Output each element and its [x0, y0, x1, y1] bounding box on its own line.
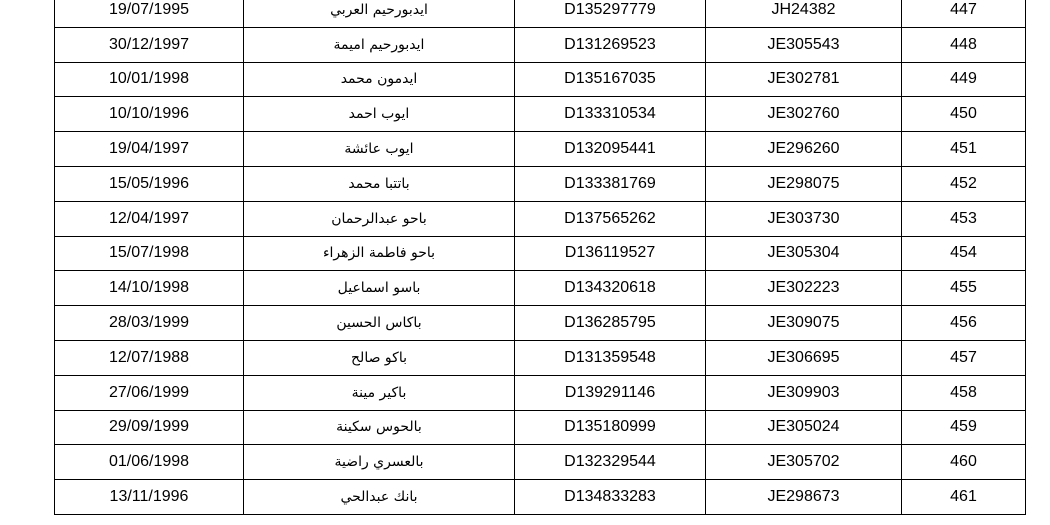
national-id-cell: D134833283 [515, 480, 706, 515]
national-id-cell: D133381769 [515, 166, 706, 201]
row-number-cell: 452 [902, 166, 1026, 201]
table-body [55, 0, 1026, 514]
birth-date-cell: 27/06/1999 [55, 375, 244, 410]
row-number-cell: 460 [902, 445, 1026, 480]
row-number-cell: 458 [902, 375, 1026, 410]
table-row [55, 97, 1026, 132]
students-table [54, 0, 1026, 515]
student-code-cell: JE303730 [706, 201, 902, 236]
birth-date-cell: 19/04/1997 [55, 132, 244, 167]
full-name-cell: باكاس الحسين [244, 306, 515, 341]
birth-date-cell: 01/06/1998 [55, 445, 244, 480]
row-number-cell: 459 [902, 410, 1026, 445]
table-row [55, 375, 1026, 410]
birth-date-cell: 10/01/1998 [55, 62, 244, 97]
row-number-cell: 455 [902, 271, 1026, 306]
national-id-cell: D133310534 [515, 97, 706, 132]
full-name-cell: باحو فاطمة الزهراء [244, 236, 515, 271]
student-code-cell: JE298075 [706, 166, 902, 201]
birth-date-cell: 13/11/1996 [55, 480, 244, 515]
row-number-cell: 456 [902, 306, 1026, 341]
full-name-cell: ايوب احمد [244, 97, 515, 132]
national-id-cell: D135180999 [515, 410, 706, 445]
row-number-cell: 453 [902, 201, 1026, 236]
table-row [55, 132, 1026, 167]
table-row [55, 410, 1026, 445]
student-code-cell: JE296260 [706, 132, 902, 167]
row-number-cell: 450 [902, 97, 1026, 132]
full-name-cell: باكير مينة [244, 375, 515, 410]
table-row [55, 27, 1026, 62]
national-id-cell: D131359548 [515, 340, 706, 375]
student-code-cell: JE309075 [706, 306, 902, 341]
national-id-cell: D135297779 [515, 0, 706, 27]
national-id-cell: D134320618 [515, 271, 706, 306]
table-row [55, 201, 1026, 236]
table-row [55, 236, 1026, 271]
full-name-cell: ايدمون محمد [244, 62, 515, 97]
national-id-cell: D136285795 [515, 306, 706, 341]
students-table-container [54, 0, 1020, 515]
birth-date-cell: 15/07/1998 [55, 236, 244, 271]
table-row [55, 62, 1026, 97]
table-row [55, 340, 1026, 375]
table-row [55, 271, 1026, 306]
student-code-cell: JE305304 [706, 236, 902, 271]
national-id-cell: D135167035 [515, 62, 706, 97]
full-name-cell: ايدبورحيم اميمة [244, 27, 515, 62]
birth-date-cell: 30/12/1997 [55, 27, 244, 62]
full-name-cell: بالعسري راضية [244, 445, 515, 480]
full-name-cell: بانك عبدالحي [244, 480, 515, 515]
student-code-cell: JE305024 [706, 410, 902, 445]
birth-date-cell: 14/10/1998 [55, 271, 244, 306]
full-name-cell: باتتبا محمد [244, 166, 515, 201]
student-code-cell: JH24382 [706, 0, 902, 27]
student-code-cell: JE305543 [706, 27, 902, 62]
student-code-cell: JE309903 [706, 375, 902, 410]
national-id-cell: D139291146 [515, 375, 706, 410]
table-row [55, 480, 1026, 515]
student-code-cell: JE302781 [706, 62, 902, 97]
birth-date-cell: 29/09/1999 [55, 410, 244, 445]
table-row [55, 0, 1026, 27]
national-id-cell: D136119527 [515, 236, 706, 271]
birth-date-cell: 28/03/1999 [55, 306, 244, 341]
table-row [55, 445, 1026, 480]
table-row [55, 166, 1026, 201]
row-number-cell: 457 [902, 340, 1026, 375]
row-number-cell: 447 [902, 0, 1026, 27]
birth-date-cell: 12/04/1997 [55, 201, 244, 236]
full-name-cell: باحو عبدالرحمان [244, 201, 515, 236]
student-code-cell: JE298673 [706, 480, 902, 515]
student-code-cell: JE302760 [706, 97, 902, 132]
birth-date-cell: 19/07/1995 [55, 0, 244, 27]
birth-date-cell: 12/07/1988 [55, 340, 244, 375]
row-number-cell: 448 [902, 27, 1026, 62]
birth-date-cell: 15/05/1996 [55, 166, 244, 201]
national-id-cell: D131269523 [515, 27, 706, 62]
row-number-cell: 449 [902, 62, 1026, 97]
student-code-cell: JE305702 [706, 445, 902, 480]
national-id-cell: D132095441 [515, 132, 706, 167]
full-name-cell: باكو صالح [244, 340, 515, 375]
birth-date-cell: 10/10/1996 [55, 97, 244, 132]
row-number-cell: 454 [902, 236, 1026, 271]
full-name-cell: بالحوس سكينة [244, 410, 515, 445]
row-number-cell: 451 [902, 132, 1026, 167]
full-name-cell: باسو اسماعيل [244, 271, 515, 306]
national-id-cell: D137565262 [515, 201, 706, 236]
student-code-cell: JE302223 [706, 271, 902, 306]
row-number-cell: 461 [902, 480, 1026, 515]
national-id-cell: D132329544 [515, 445, 706, 480]
full-name-cell: ايوب عائشة [244, 132, 515, 167]
full-name-cell: ايدبورحيم العربي [244, 0, 515, 27]
table-row [55, 306, 1026, 341]
student-code-cell: JE306695 [706, 340, 902, 375]
